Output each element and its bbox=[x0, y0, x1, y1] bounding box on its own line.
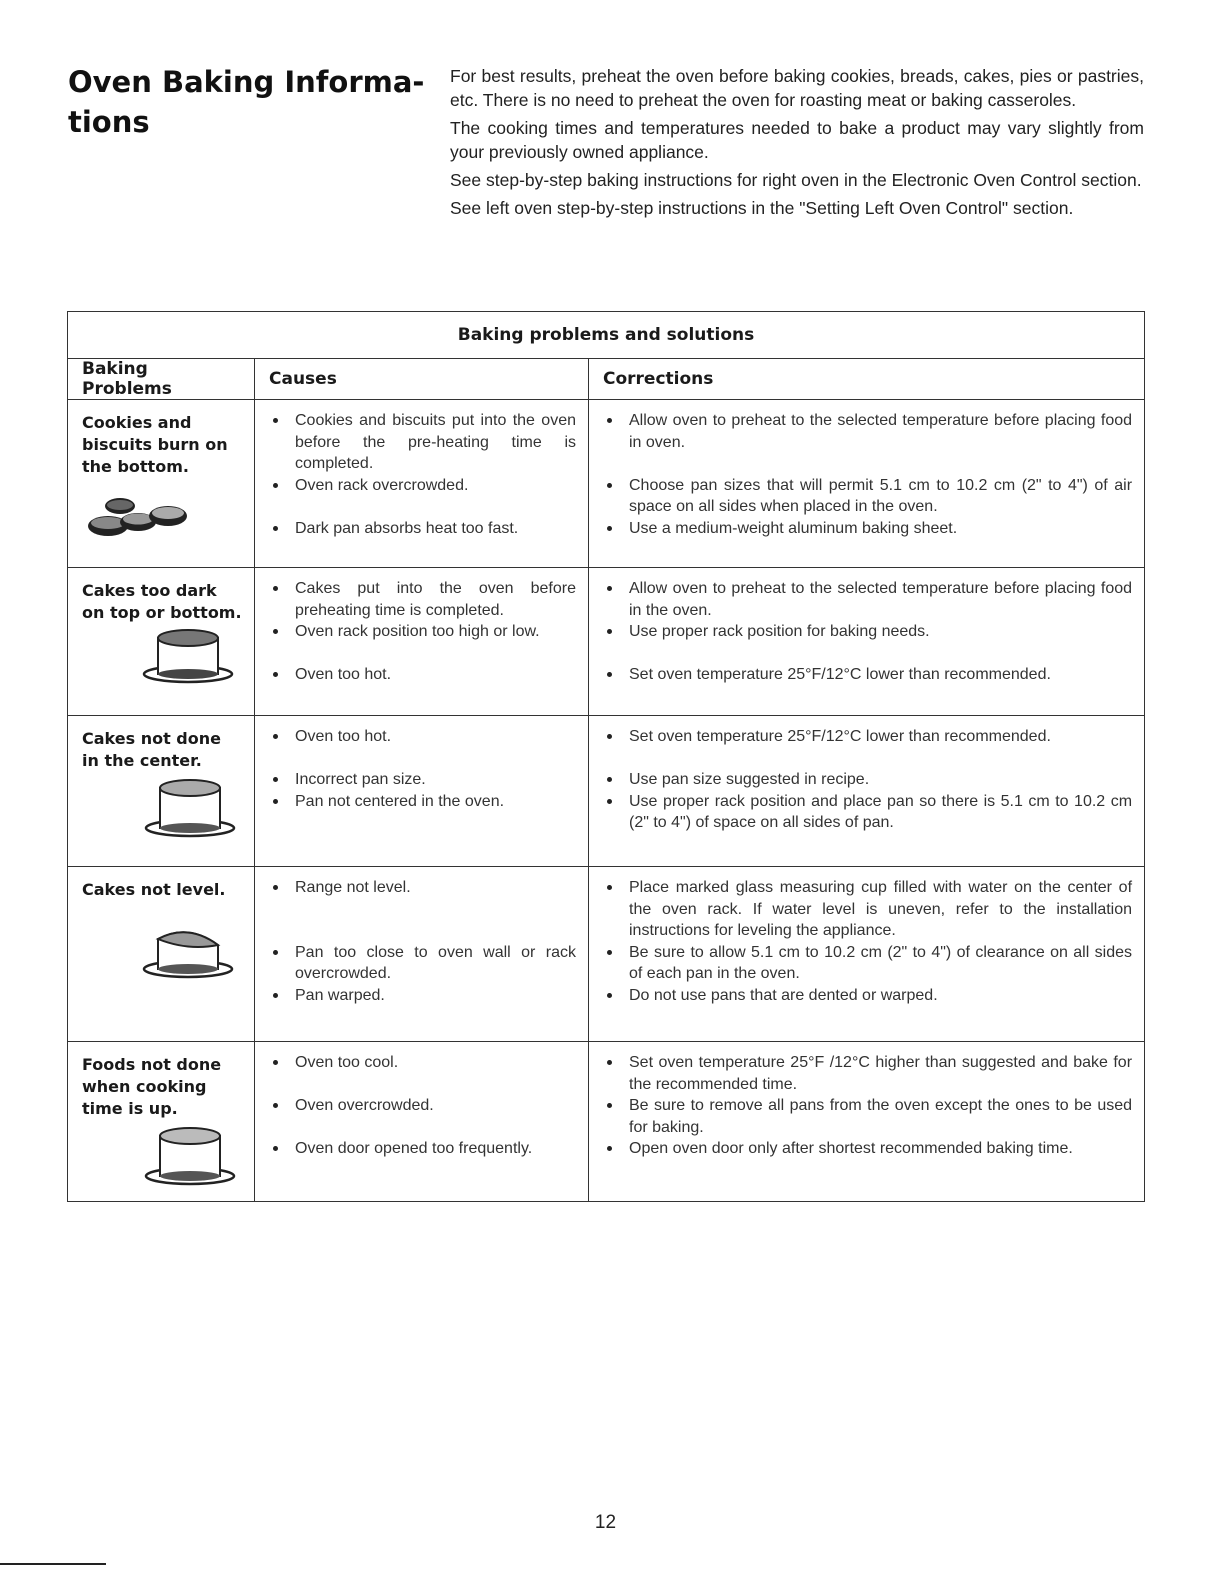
intro-paragraph: For best results, preheat the oven before baking cookies, breads, cakes, pies or pastries, etc. There is no need to preheat the oven for roasting meat or baking casseroles. bbox=[450, 66, 1144, 110]
causes-cell bbox=[255, 400, 589, 568]
cause-item: Range not level. bbox=[269, 877, 576, 899]
corrections-cell bbox=[589, 867, 1145, 1042]
problem-label: Foods not done when cooking time is up. bbox=[82, 1055, 222, 1118]
baking-problems-table bbox=[67, 311, 1145, 1202]
problem-cell bbox=[68, 867, 255, 1042]
correction-item: Allow oven to preheat to the selected temperature before placing food in the oven. bbox=[603, 578, 1132, 621]
cause-item: Pan not centered in the oven. bbox=[269, 791, 576, 813]
problem-cell bbox=[68, 568, 255, 716]
problem-cell bbox=[68, 400, 255, 568]
cause-item: Oven too cool. bbox=[269, 1052, 576, 1074]
page-number: 12 bbox=[594, 1512, 617, 1533]
correction-item: Set oven temperature 25°F/12°C lower than recommended. bbox=[603, 726, 1132, 748]
cause-item: Cakes put into the oven before preheating time is completed. bbox=[269, 578, 576, 621]
correction-item: Use pan size suggested in recipe. bbox=[603, 769, 1132, 791]
correction-item: Do not use pans that are dented or warped. bbox=[603, 985, 1132, 1007]
footer-rule bbox=[0, 1563, 106, 1565]
problem-label: Cakes not level. bbox=[82, 880, 226, 899]
table-row bbox=[68, 716, 1145, 867]
page-title-line-2: tions bbox=[68, 105, 150, 139]
causes-cell bbox=[255, 867, 589, 1042]
cause-item: Oven too hot. bbox=[269, 726, 576, 748]
correction-item: Use proper rack position and place pan so there is 5.1 cm to 10.2 cm (2" to 4") of space on all sides of pan. bbox=[603, 791, 1132, 834]
corrections-cell bbox=[589, 1042, 1145, 1202]
table-caption: Baking problems and solutions bbox=[68, 312, 1145, 359]
correction-item: Allow oven to preheat to the selected temperature before placing food in oven. bbox=[603, 410, 1132, 453]
cause-item: Pan warped. bbox=[269, 985, 576, 1007]
causes-cell bbox=[255, 716, 589, 867]
intro-paragraph: See step-by-step baking instructions for right oven in the Electronic Oven Control section. bbox=[450, 170, 1142, 190]
cause-item: Incorrect pan size. bbox=[269, 769, 576, 791]
problem-cell bbox=[68, 1042, 255, 1202]
problem-label: Cookies and biscuits burn on the bottom. bbox=[82, 413, 228, 476]
cake-icon bbox=[138, 626, 238, 684]
column-header-causes: Causes bbox=[255, 359, 589, 400]
correction-item: Be sure to allow 5.1 cm to 10.2 cm (2" to 4") of clearance on all sides of each pan in the oven. bbox=[603, 942, 1132, 985]
cookies-icon bbox=[86, 492, 196, 550]
correction-item: Use proper rack position for baking needs. bbox=[603, 621, 1132, 643]
page-title bbox=[68, 62, 428, 142]
page-title-line-1: Oven Baking Informa- bbox=[68, 65, 425, 99]
column-header-corrections: Corrections bbox=[589, 359, 1145, 400]
intro-text bbox=[450, 64, 1144, 224]
problem-cell bbox=[68, 716, 255, 867]
corrections-cell bbox=[589, 400, 1145, 568]
correction-item: Set oven temperature 25°F/12°C lower than recommended. bbox=[603, 664, 1132, 686]
cause-item: Oven overcrowded. bbox=[269, 1095, 576, 1117]
cause-item: Oven door opened too frequently. bbox=[269, 1138, 576, 1160]
correction-item: Choose pan sizes that will permit 5.1 cm to 10.2 cm (2" to 4") of air space on all sides when placed in the oven. bbox=[603, 475, 1132, 518]
table-row bbox=[68, 1042, 1145, 1202]
corrections-cell bbox=[589, 568, 1145, 716]
column-header-problems: Baking Problems bbox=[68, 359, 255, 400]
correction-item: Use a medium-weight aluminum baking sheet. bbox=[603, 518, 1132, 540]
cause-item: Cookies and biscuits put into the oven before the pre-heating time is completed. bbox=[269, 410, 576, 475]
cause-item: Pan too close to oven wall or rack overcrowded. bbox=[269, 942, 576, 985]
problem-label: Cakes not done in the center. bbox=[82, 729, 221, 770]
cause-item: Oven too hot. bbox=[269, 664, 576, 686]
corrections-cell bbox=[589, 716, 1145, 867]
intro-paragraph: See left oven step-by-step instructions in the "Setting Left Oven Control" section. bbox=[450, 198, 1074, 218]
table-row bbox=[68, 568, 1145, 716]
intro-paragraph: The cooking times and temperatures needed to bake a product may vary slightly from your previously owned appliance. bbox=[450, 118, 1144, 162]
cause-item: Dark pan absorbs heat too fast. bbox=[269, 518, 576, 540]
cause-item: Oven rack position too high or low. bbox=[269, 621, 576, 643]
cake-icon bbox=[140, 1124, 240, 1186]
table-row bbox=[68, 400, 1145, 568]
correction-item: Be sure to remove all pans from the oven except the ones to be used for baking. bbox=[603, 1095, 1132, 1138]
correction-item: Set oven temperature 25°F /12°C higher than suggested and bake for the recommended time. bbox=[603, 1052, 1132, 1095]
correction-item: Open oven door only after shortest recommended baking time. bbox=[603, 1138, 1132, 1160]
cake-icon bbox=[140, 776, 240, 838]
causes-cell bbox=[255, 568, 589, 716]
correction-item: Place marked glass measuring cup filled with water on the center of the oven rack. If water level is uneven, refer to the installation instructions for leveling the appliance. bbox=[603, 877, 1132, 942]
table-row bbox=[68, 867, 1145, 1042]
causes-cell bbox=[255, 1042, 589, 1202]
tilted-cake-icon bbox=[138, 923, 238, 979]
cause-item: Oven rack overcrowded. bbox=[269, 475, 576, 497]
problem-label: Cakes too dark on top or bottom. bbox=[82, 581, 242, 622]
